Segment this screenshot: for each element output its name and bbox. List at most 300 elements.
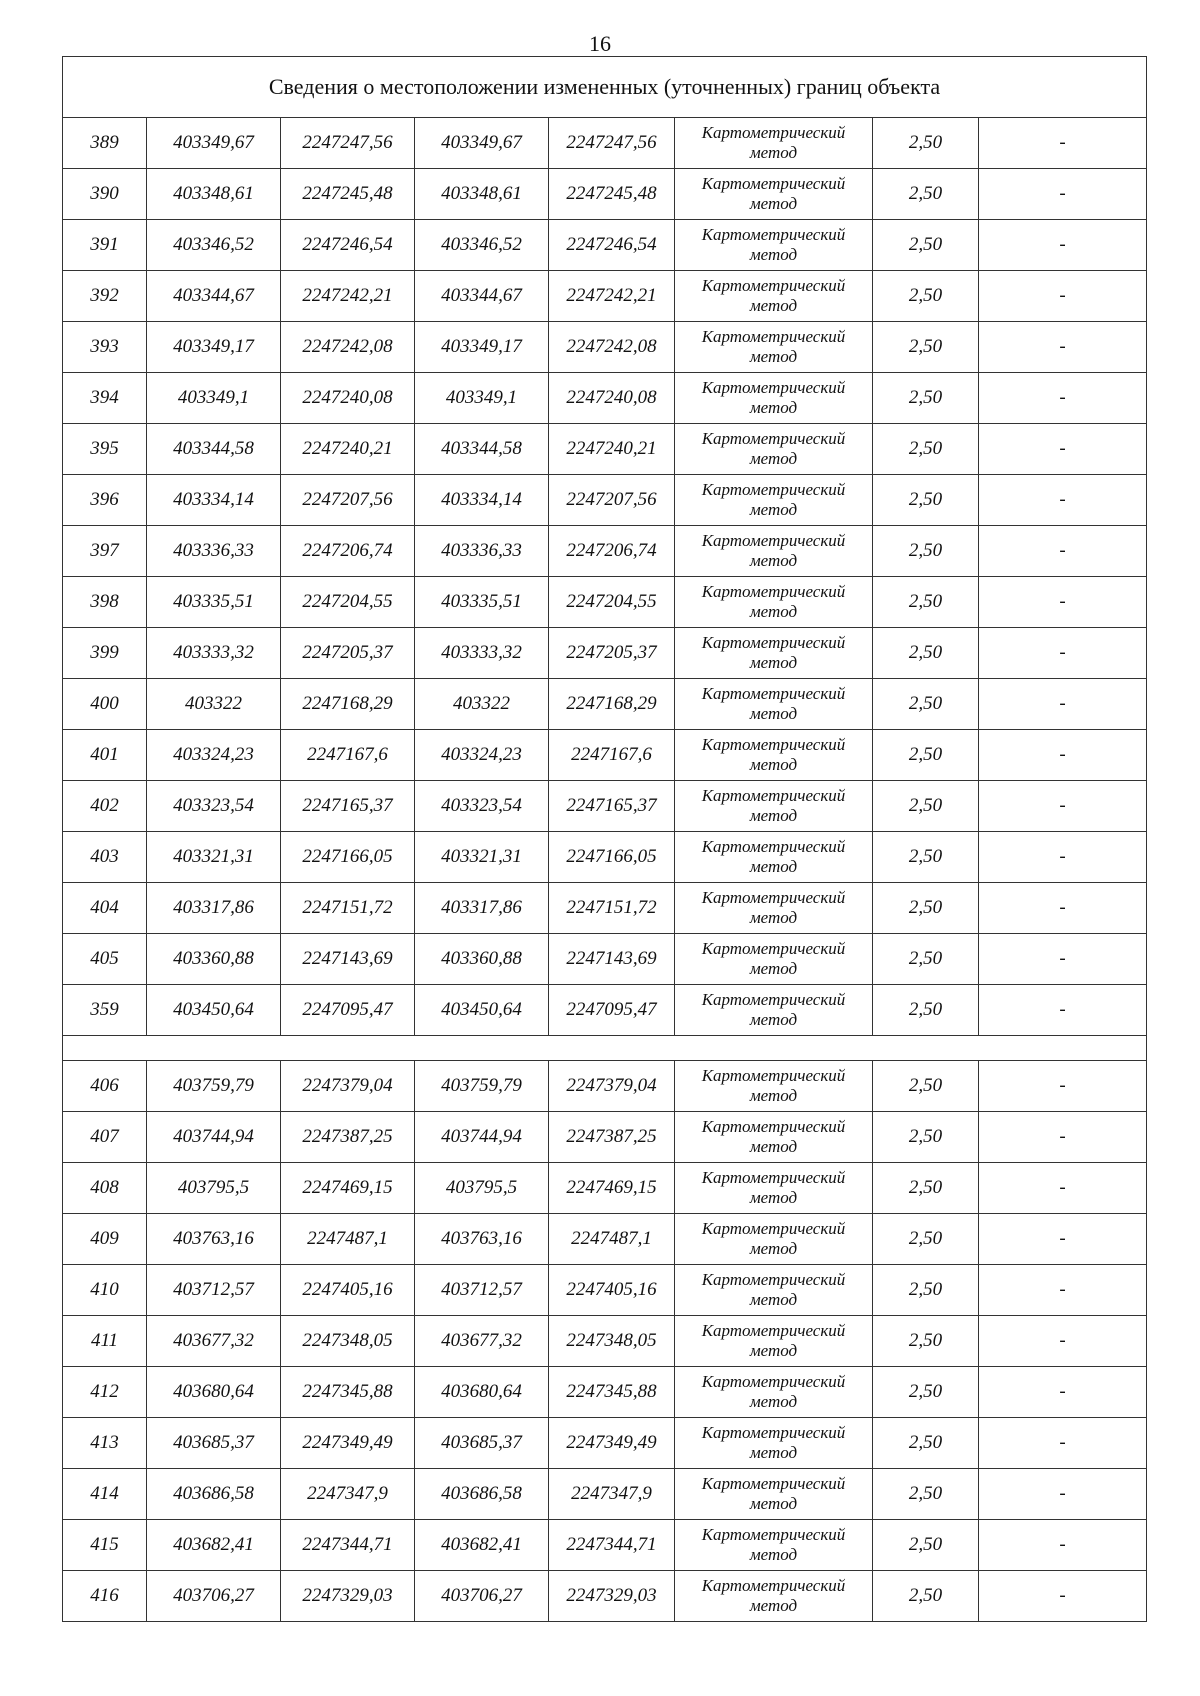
- method-line-1: Картометрический: [701, 633, 846, 652]
- method-line-2: метод: [749, 1188, 798, 1207]
- method-line-1: Картометрический: [701, 1219, 846, 1238]
- y-coordinate-new-cell: 2247205,37: [549, 628, 675, 679]
- x-coordinate-existing-cell: 403686,58: [147, 1469, 281, 1520]
- x-coordinate-new-cell: 403335,51: [415, 577, 549, 628]
- table-row: [63, 1520, 1147, 1571]
- x-coordinate-new-cell: 403450,64: [415, 985, 549, 1036]
- y-coordinate-new-cell: 2247329,03: [549, 1571, 675, 1622]
- method-cell: [675, 781, 873, 832]
- x-coordinate-new-cell: 403706,27: [415, 1571, 549, 1622]
- table-row: [63, 1418, 1147, 1469]
- y-coordinate-existing-cell: 2247165,37: [281, 781, 415, 832]
- method-line-1: Картометрический: [701, 1474, 846, 1493]
- y-coordinate-new-cell: 2247387,25: [549, 1112, 675, 1163]
- description-cell: -: [979, 475, 1147, 526]
- accuracy-cell: 2,50: [873, 730, 979, 781]
- accuracy-cell: 2,50: [873, 1163, 979, 1214]
- method-cell: [675, 526, 873, 577]
- method-line-2: метод: [749, 755, 798, 774]
- accuracy-cell: 2,50: [873, 169, 979, 220]
- y-coordinate-new-cell: 2247405,16: [549, 1265, 675, 1316]
- y-coordinate-new-cell: 2247165,37: [549, 781, 675, 832]
- accuracy-cell: 2,50: [873, 424, 979, 475]
- method-line-2: метод: [749, 500, 798, 519]
- method-line-1: Картометрический: [701, 174, 846, 193]
- x-coordinate-existing-cell: 403450,64: [147, 985, 281, 1036]
- x-coordinate-existing-cell: 403344,67: [147, 271, 281, 322]
- description-cell: -: [979, 1163, 1147, 1214]
- point-number-cell: 393: [63, 322, 147, 373]
- method-line-1: Картометрический: [701, 276, 846, 295]
- method-line-2: метод: [749, 296, 798, 315]
- x-coordinate-new-cell: 403324,23: [415, 730, 549, 781]
- description-cell: -: [979, 628, 1147, 679]
- method-cell: [675, 1316, 873, 1367]
- method-line-1: Картометрический: [701, 1423, 846, 1442]
- table-row: [63, 1316, 1147, 1367]
- method-cell: [675, 985, 873, 1036]
- table-row: [63, 883, 1147, 934]
- x-coordinate-existing-cell: 403712,57: [147, 1265, 281, 1316]
- y-coordinate-new-cell: 2247151,72: [549, 883, 675, 934]
- y-coordinate-new-cell: 2247168,29: [549, 679, 675, 730]
- x-coordinate-existing-cell: 403677,32: [147, 1316, 281, 1367]
- x-coordinate-new-cell: 403744,94: [415, 1112, 549, 1163]
- method-line-1: Картометрический: [701, 1372, 846, 1391]
- accuracy-cell: 2,50: [873, 934, 979, 985]
- x-coordinate-new-cell: 403344,67: [415, 271, 549, 322]
- x-coordinate-new-cell: 403349,1: [415, 373, 549, 424]
- method-cell: [675, 628, 873, 679]
- y-coordinate-existing-cell: 2247240,08: [281, 373, 415, 424]
- accuracy-cell: 2,50: [873, 1061, 979, 1112]
- x-coordinate-existing-cell: 403706,27: [147, 1571, 281, 1622]
- table-row: [63, 628, 1147, 679]
- y-coordinate-existing-cell: 2247487,1: [281, 1214, 415, 1265]
- method-line-1: Картометрический: [701, 684, 846, 703]
- y-coordinate-existing-cell: 2247240,21: [281, 424, 415, 475]
- x-coordinate-existing-cell: 403744,94: [147, 1112, 281, 1163]
- table-row: [63, 1367, 1147, 1418]
- method-line-2: метод: [749, 245, 798, 264]
- y-coordinate-existing-cell: 2247204,55: [281, 577, 415, 628]
- point-number-cell: 390: [63, 169, 147, 220]
- point-number-cell: 410: [63, 1265, 147, 1316]
- point-number-cell: 394: [63, 373, 147, 424]
- description-cell: -: [979, 424, 1147, 475]
- method-line-2: метод: [749, 143, 798, 162]
- y-coordinate-existing-cell: 2247329,03: [281, 1571, 415, 1622]
- accuracy-cell: 2,50: [873, 781, 979, 832]
- x-coordinate-existing-cell: 403321,31: [147, 832, 281, 883]
- table-row: [63, 934, 1147, 985]
- y-coordinate-existing-cell: 2247245,48: [281, 169, 415, 220]
- point-number-cell: 412: [63, 1367, 147, 1418]
- y-coordinate-new-cell: 2247348,05: [549, 1316, 675, 1367]
- y-coordinate-new-cell: 2247246,54: [549, 220, 675, 271]
- table-row: [63, 679, 1147, 730]
- method-line-2: метод: [749, 1392, 798, 1411]
- method-cell: [675, 1469, 873, 1520]
- accuracy-cell: 2,50: [873, 1112, 979, 1163]
- point-number-cell: 392: [63, 271, 147, 322]
- method-line-1: Картометрический: [701, 327, 846, 346]
- accuracy-cell: 2,50: [873, 1571, 979, 1622]
- method-line-2: метод: [749, 449, 798, 468]
- description-cell: -: [979, 373, 1147, 424]
- table-row: [63, 1112, 1147, 1163]
- table-row: [63, 169, 1147, 220]
- description-cell: -: [979, 1418, 1147, 1469]
- x-coordinate-existing-cell: 403349,1: [147, 373, 281, 424]
- x-coordinate-new-cell: 403333,32: [415, 628, 549, 679]
- method-cell: [675, 1163, 873, 1214]
- y-coordinate-existing-cell: 2247349,49: [281, 1418, 415, 1469]
- y-coordinate-existing-cell: 2247151,72: [281, 883, 415, 934]
- accuracy-cell: 2,50: [873, 1367, 979, 1418]
- method-line-2: метод: [749, 1443, 798, 1462]
- y-coordinate-existing-cell: 2247205,37: [281, 628, 415, 679]
- x-coordinate-new-cell: 403685,37: [415, 1418, 549, 1469]
- description-cell: -: [979, 1571, 1147, 1622]
- method-line-2: метод: [749, 908, 798, 927]
- x-coordinate-new-cell: 403334,14: [415, 475, 549, 526]
- method-cell: [675, 1367, 873, 1418]
- x-coordinate-new-cell: 403348,61: [415, 169, 549, 220]
- point-number-cell: 391: [63, 220, 147, 271]
- accuracy-cell: 2,50: [873, 832, 979, 883]
- method-line-2: метод: [749, 1596, 798, 1615]
- point-number-cell: 407: [63, 1112, 147, 1163]
- method-line-2: метод: [749, 1290, 798, 1309]
- method-line-1: Картометрический: [701, 1066, 846, 1085]
- y-coordinate-new-cell: 2247349,49: [549, 1418, 675, 1469]
- x-coordinate-new-cell: 403322: [415, 679, 549, 730]
- y-coordinate-new-cell: 2247347,9: [549, 1469, 675, 1520]
- y-coordinate-existing-cell: 2247405,16: [281, 1265, 415, 1316]
- description-cell: -: [979, 271, 1147, 322]
- description-cell: -: [979, 832, 1147, 883]
- page-number: 16: [589, 31, 611, 56]
- point-number-cell: 389: [63, 118, 147, 169]
- method-cell: [675, 730, 873, 781]
- y-coordinate-existing-cell: 2247379,04: [281, 1061, 415, 1112]
- group-separator-row: [63, 1036, 1147, 1061]
- accuracy-cell: 2,50: [873, 475, 979, 526]
- table-row: [63, 424, 1147, 475]
- method-line-1: Картометрический: [701, 123, 846, 142]
- method-line-2: метод: [749, 959, 798, 978]
- method-line-2: метод: [749, 1137, 798, 1156]
- accuracy-cell: 2,50: [873, 985, 979, 1036]
- method-line-2: метод: [749, 1239, 798, 1258]
- description-cell: -: [979, 526, 1147, 577]
- x-coordinate-new-cell: 403336,33: [415, 526, 549, 577]
- y-coordinate-new-cell: 2247240,08: [549, 373, 675, 424]
- x-coordinate-existing-cell: 403323,54: [147, 781, 281, 832]
- x-coordinate-existing-cell: 403322: [147, 679, 281, 730]
- method-cell: [675, 169, 873, 220]
- y-coordinate-new-cell: 2247143,69: [549, 934, 675, 985]
- method-line-1: Картометрический: [701, 582, 846, 601]
- x-coordinate-existing-cell: 403763,16: [147, 1214, 281, 1265]
- description-cell: -: [979, 1316, 1147, 1367]
- point-number-cell: 359: [63, 985, 147, 1036]
- point-number-cell: 399: [63, 628, 147, 679]
- method-cell: [675, 322, 873, 373]
- y-coordinate-new-cell: 2247469,15: [549, 1163, 675, 1214]
- y-coordinate-existing-cell: 2247242,21: [281, 271, 415, 322]
- y-coordinate-new-cell: 2247167,6: [549, 730, 675, 781]
- x-coordinate-existing-cell: 403346,52: [147, 220, 281, 271]
- accuracy-cell: 2,50: [873, 1316, 979, 1367]
- x-coordinate-existing-cell: 403349,17: [147, 322, 281, 373]
- description-cell: -: [979, 577, 1147, 628]
- y-coordinate-existing-cell: 2247247,56: [281, 118, 415, 169]
- description-cell: -: [979, 679, 1147, 730]
- x-coordinate-existing-cell: 403335,51: [147, 577, 281, 628]
- accuracy-cell: 2,50: [873, 322, 979, 373]
- accuracy-cell: 2,50: [873, 1418, 979, 1469]
- method-line-2: метод: [749, 704, 798, 723]
- method-cell: [675, 424, 873, 475]
- point-number-cell: 405: [63, 934, 147, 985]
- table-row: [63, 1163, 1147, 1214]
- y-coordinate-new-cell: 2247487,1: [549, 1214, 675, 1265]
- table-row: [63, 1265, 1147, 1316]
- x-coordinate-existing-cell: 403680,64: [147, 1367, 281, 1418]
- point-number-cell: 400: [63, 679, 147, 730]
- point-number-cell: 409: [63, 1214, 147, 1265]
- group-separator-cell: [63, 1036, 1147, 1061]
- method-cell: [675, 1214, 873, 1265]
- x-coordinate-existing-cell: 403336,33: [147, 526, 281, 577]
- method-line-1: Картометрический: [701, 429, 846, 448]
- method-line-2: метод: [749, 1086, 798, 1105]
- method-line-1: Картометрический: [701, 1321, 846, 1340]
- y-coordinate-existing-cell: 2247207,56: [281, 475, 415, 526]
- method-line-1: Картометрический: [701, 786, 846, 805]
- y-coordinate-new-cell: 2247240,21: [549, 424, 675, 475]
- method-line-1: Картометрический: [701, 837, 846, 856]
- method-cell: [675, 118, 873, 169]
- point-number-cell: 413: [63, 1418, 147, 1469]
- method-line-2: метод: [749, 1545, 798, 1564]
- accuracy-cell: 2,50: [873, 373, 979, 424]
- description-cell: -: [979, 220, 1147, 271]
- x-coordinate-new-cell: 403680,64: [415, 1367, 549, 1418]
- description-cell: -: [979, 934, 1147, 985]
- x-coordinate-new-cell: 403323,54: [415, 781, 549, 832]
- method-cell: [675, 832, 873, 883]
- x-coordinate-existing-cell: 403685,37: [147, 1418, 281, 1469]
- table-row: [63, 985, 1147, 1036]
- method-cell: [675, 1520, 873, 1571]
- table-row: [63, 271, 1147, 322]
- method-line-1: Картометрический: [701, 1117, 846, 1136]
- x-coordinate-existing-cell: 403795,5: [147, 1163, 281, 1214]
- method-cell: [675, 271, 873, 322]
- x-coordinate-new-cell: 403712,57: [415, 1265, 549, 1316]
- method-line-2: метод: [749, 347, 798, 366]
- y-coordinate-existing-cell: 2247347,9: [281, 1469, 415, 1520]
- accuracy-cell: 2,50: [873, 883, 979, 934]
- description-cell: -: [979, 781, 1147, 832]
- y-coordinate-existing-cell: 2247095,47: [281, 985, 415, 1036]
- description-cell: -: [979, 1112, 1147, 1163]
- description-cell: -: [979, 730, 1147, 781]
- x-coordinate-existing-cell: 403349,67: [147, 118, 281, 169]
- accuracy-cell: 2,50: [873, 118, 979, 169]
- table-row: [63, 781, 1147, 832]
- table-row: [63, 475, 1147, 526]
- y-coordinate-new-cell: 2247247,56: [549, 118, 675, 169]
- x-coordinate-new-cell: 403321,31: [415, 832, 549, 883]
- x-coordinate-new-cell: 403759,79: [415, 1061, 549, 1112]
- method-line-2: метод: [749, 1010, 798, 1029]
- method-line-1: Картометрический: [701, 480, 846, 499]
- x-coordinate-existing-cell: 403334,14: [147, 475, 281, 526]
- table-row: [63, 373, 1147, 424]
- point-number-cell: 406: [63, 1061, 147, 1112]
- method-cell: [675, 1112, 873, 1163]
- x-coordinate-existing-cell: 403682,41: [147, 1520, 281, 1571]
- table-row: [63, 526, 1147, 577]
- y-coordinate-new-cell: 2247242,08: [549, 322, 675, 373]
- accuracy-cell: 2,50: [873, 1520, 979, 1571]
- point-number-cell: 411: [63, 1316, 147, 1367]
- x-coordinate-new-cell: 403346,52: [415, 220, 549, 271]
- x-coordinate-existing-cell: 403333,32: [147, 628, 281, 679]
- method-line-1: Картометрический: [701, 225, 846, 244]
- method-line-2: метод: [749, 194, 798, 213]
- point-number-cell: 397: [63, 526, 147, 577]
- method-cell: [675, 577, 873, 628]
- method-line-1: Картометрический: [701, 939, 846, 958]
- method-cell: [675, 1571, 873, 1622]
- point-number-cell: 401: [63, 730, 147, 781]
- x-coordinate-new-cell: 403349,17: [415, 322, 549, 373]
- accuracy-cell: 2,50: [873, 526, 979, 577]
- method-line-1: Картометрический: [701, 1168, 846, 1187]
- method-cell: [675, 883, 873, 934]
- x-coordinate-existing-cell: 403360,88: [147, 934, 281, 985]
- x-coordinate-existing-cell: 403317,86: [147, 883, 281, 934]
- method-cell: [675, 679, 873, 730]
- accuracy-cell: 2,50: [873, 1214, 979, 1265]
- x-coordinate-new-cell: 403795,5: [415, 1163, 549, 1214]
- y-coordinate-existing-cell: 2247168,29: [281, 679, 415, 730]
- point-number-cell: 404: [63, 883, 147, 934]
- table-title: Сведения о местоположении измененных (уточненных) границ объекта: [63, 57, 1147, 118]
- y-coordinate-new-cell: 2247344,71: [549, 1520, 675, 1571]
- method-line-1: Картометрический: [701, 1576, 846, 1595]
- y-coordinate-existing-cell: 2247345,88: [281, 1367, 415, 1418]
- method-cell: [675, 934, 873, 985]
- accuracy-cell: 2,50: [873, 1265, 979, 1316]
- method-line-2: метод: [749, 1494, 798, 1513]
- boundary-coordinates-table: [62, 56, 1147, 1622]
- method-line-2: метод: [749, 551, 798, 570]
- y-coordinate-existing-cell: 2247166,05: [281, 832, 415, 883]
- method-line-2: метод: [749, 806, 798, 825]
- accuracy-cell: 2,50: [873, 271, 979, 322]
- y-coordinate-new-cell: 2247379,04: [549, 1061, 675, 1112]
- method-line-1: Картометрический: [701, 531, 846, 550]
- x-coordinate-new-cell: 403344,58: [415, 424, 549, 475]
- accuracy-cell: 2,50: [873, 577, 979, 628]
- y-coordinate-existing-cell: 2247469,15: [281, 1163, 415, 1214]
- point-number-cell: 416: [63, 1571, 147, 1622]
- y-coordinate-existing-cell: 2247206,74: [281, 526, 415, 577]
- x-coordinate-existing-cell: 403324,23: [147, 730, 281, 781]
- x-coordinate-new-cell: 403682,41: [415, 1520, 549, 1571]
- x-coordinate-new-cell: 403349,67: [415, 118, 549, 169]
- point-number-cell: 395: [63, 424, 147, 475]
- accuracy-cell: 2,50: [873, 628, 979, 679]
- method-line-1: Картометрический: [701, 1525, 846, 1544]
- y-coordinate-new-cell: 2247095,47: [549, 985, 675, 1036]
- table-row: [63, 1469, 1147, 1520]
- y-coordinate-existing-cell: 2247167,6: [281, 730, 415, 781]
- description-cell: -: [979, 1469, 1147, 1520]
- table-row: [63, 730, 1147, 781]
- y-coordinate-new-cell: 2247242,21: [549, 271, 675, 322]
- y-coordinate-existing-cell: 2247387,25: [281, 1112, 415, 1163]
- y-coordinate-existing-cell: 2247344,71: [281, 1520, 415, 1571]
- method-line-2: метод: [749, 602, 798, 621]
- table-row: [63, 220, 1147, 271]
- y-coordinate-new-cell: 2247245,48: [549, 169, 675, 220]
- y-coordinate-new-cell: 2247204,55: [549, 577, 675, 628]
- x-coordinate-new-cell: 403686,58: [415, 1469, 549, 1520]
- y-coordinate-new-cell: 2247207,56: [549, 475, 675, 526]
- method-cell: [675, 1265, 873, 1316]
- table-row: [63, 118, 1147, 169]
- description-cell: -: [979, 1214, 1147, 1265]
- method-cell: [675, 373, 873, 424]
- table-title-row: [63, 57, 1147, 118]
- method-cell: [675, 475, 873, 526]
- description-cell: -: [979, 1265, 1147, 1316]
- y-coordinate-existing-cell: 2247246,54: [281, 220, 415, 271]
- x-coordinate-existing-cell: 403344,58: [147, 424, 281, 475]
- x-coordinate-new-cell: 403677,32: [415, 1316, 549, 1367]
- method-line-2: метод: [749, 1341, 798, 1360]
- y-coordinate-existing-cell: 2247242,08: [281, 322, 415, 373]
- y-coordinate-new-cell: 2247206,74: [549, 526, 675, 577]
- point-number-cell: 414: [63, 1469, 147, 1520]
- method-line-1: Картометрический: [701, 735, 846, 754]
- y-coordinate-new-cell: 2247345,88: [549, 1367, 675, 1418]
- accuracy-cell: 2,50: [873, 220, 979, 271]
- method-line-1: Картометрический: [701, 378, 846, 397]
- point-number-cell: 403: [63, 832, 147, 883]
- x-coordinate-existing-cell: 403759,79: [147, 1061, 281, 1112]
- description-cell: -: [979, 322, 1147, 373]
- method-line-2: метод: [749, 398, 798, 417]
- description-cell: -: [979, 1520, 1147, 1571]
- method-cell: [675, 1418, 873, 1469]
- y-coordinate-existing-cell: 2247143,69: [281, 934, 415, 985]
- method-line-1: Картометрический: [701, 990, 846, 1009]
- description-cell: -: [979, 985, 1147, 1036]
- accuracy-cell: 2,50: [873, 1469, 979, 1520]
- x-coordinate-existing-cell: 403348,61: [147, 169, 281, 220]
- method-line-1: Картометрический: [701, 1270, 846, 1289]
- description-cell: -: [979, 169, 1147, 220]
- table-row: [63, 322, 1147, 373]
